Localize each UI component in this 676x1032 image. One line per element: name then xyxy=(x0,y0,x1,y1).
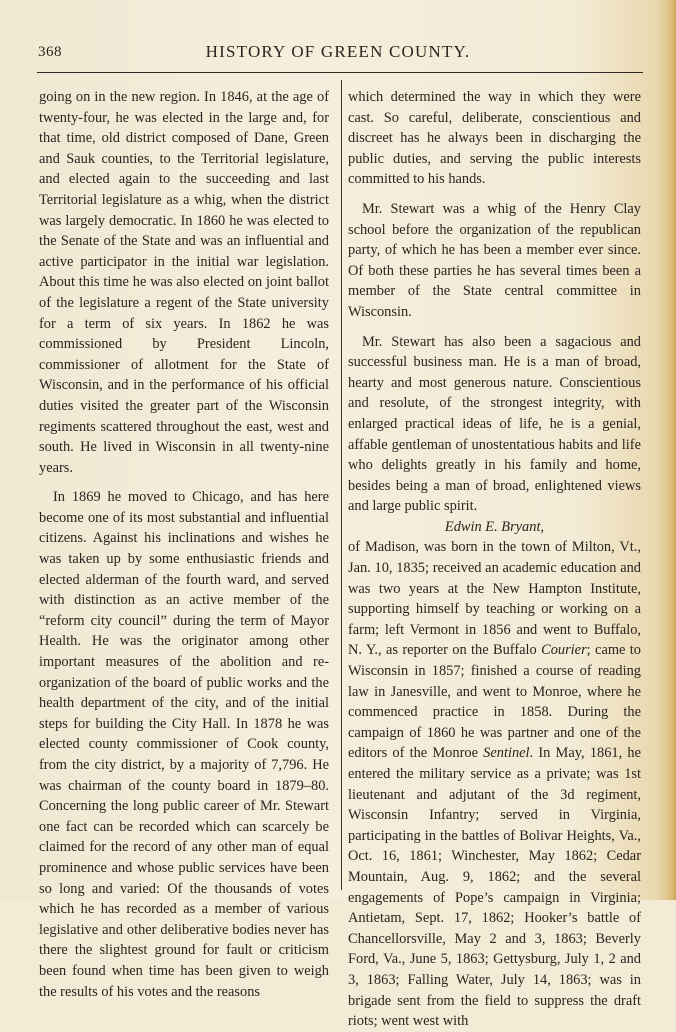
left-paragraph-2: In 1869 he moved to Chicago, and has here become one of its most substantial and influential citizens. Against his inclinations and wishes he was taken up by some enthusiastic friends and elected alderman of the fourth ward, and served with distinction as an active member of the “reform city council” during the term of Mayor Health. He was the originator among other important measures of the abolition and re-organization of the board of public works and the health department of the city, and of the initial steps for building the City Hall. In 1878 he was elected county commissioner of Cook county, from the city district, by a majority of 7,796. He was chairman of the county board in 1879–80. Concerning the long public career of Mr. Stewart one fact can be recorded which can scarcely be claimed for the record of any other man of equal prominence and whose public services have been so long and varied: Of the thousands of votes which he has recorded as a member of various legislative and other deliberative bodies never has there the slightest ground for fault or criticism been found when time has been given to weigh the results of his votes and the reasons xyxy=(39,489,329,1000)
right-paragraph-4 xyxy=(348,537,641,1031)
header-rule xyxy=(37,72,643,73)
bio-text-part-3: . In May, 1861, he entered the military service as a private; was 1st lieutenant and adjutant of the 3d regiment, Wisconsin Infantry; served in Virginia, participating in the battles of Bolivar Heights, Va., Oct. 16, 1861; Winchester, May 1862; Cedar Mountain, Aug. 9, 1862; and the several engagements of Pope’s campaign in Virginia; Antietam, Sept. 17, 1862; Hooker’s battle of Chancellorsville, May 2 and 3, 1863; Beverly Ford, Va., June 5, 1863; Gettysburg, July 1, 2 and 3, 1863; Falling Water, July 14, 1863; was in brigade sent from the field to suppress the draft riots; went west with xyxy=(348,745,641,1030)
page-edge-shading xyxy=(666,0,676,900)
biography-heading: Edwin E. Bryant, xyxy=(444,518,545,535)
right-paragraph-1: which determined the way in which they were cast. So careful, deliberate, conscientious and discreet has he always been in discharging the public duties, and serving the public interests committed to his hands. xyxy=(348,89,641,188)
right-paragraph-2: Mr. Stewart was a whig of the Henry Clay school before the organization of the republican party, of which he has been a member ever since. Of both these parties he has several times been a member of the State central committee in Wisconsin. xyxy=(348,200,641,320)
running-title: HISTORY OF GREEN COUNTY. xyxy=(205,42,471,61)
bio-text-part-1: of Madison, was born in the town of Milton, Vt., Jan. 10, 1835; received an academic education and was two years at the New Hampton Institute, supporting himself by teaching or working on a farm; left Vermont in 1856 and went to Buffalo, N. Y., as reporter on the Buffalo xyxy=(348,539,641,659)
right-paragraph-3: Mr. Stewart has also been a sagacious and successful business man. He is a man of broad, hearty and most generous nature. Conscientious and resolute, of the strongest integrity, with enlarged practical ideas of life, he is a genial, affable gentleman of unostentatious habits and life who delights greatly in his family and home, besides being a man of broad, enlightened views and large public spirit. xyxy=(348,333,641,515)
newspaper-courier: Courier xyxy=(541,642,587,659)
column-divider xyxy=(341,80,342,890)
bio-text-part-2: ; came to Wisconsin in 1857; finished a course of reading law in Janesville, and went to Monroe, where he commenced practice in 1858. During the campaign of 1860 he was partner and one of the editors of the Monroe xyxy=(348,642,641,762)
right-column xyxy=(348,87,641,1032)
page-number: 368 xyxy=(38,44,62,60)
newspaper-sentinel: Sentinel xyxy=(483,745,530,762)
left-paragraph-1: going on in the new region. In 1846, at the age of twenty-four, he was elected in the large and, for that time, old district composed of Dane, Green and Sauk counties, to the Territorial legislature, and elected again to the succeeding and last Territorial legislature as a whig, when the district was largely democratic. In 1860 he was elected to the Senate of the State and was an influential and active participator in the initial war legislation. About this time he was also elected on joint ballot of the legislature a regent of the State university for a term of six years. In 1862 he was commissioned by President Lincoln, commissioner of allotment for the State of Wisconsin, and in the performance of his official duties visited the greater part of the Wisconsin regiments scattered throughout the east, west and south. He lived in Wisconsin in all twenty-nine years. xyxy=(39,89,329,476)
left-column xyxy=(39,87,329,1002)
